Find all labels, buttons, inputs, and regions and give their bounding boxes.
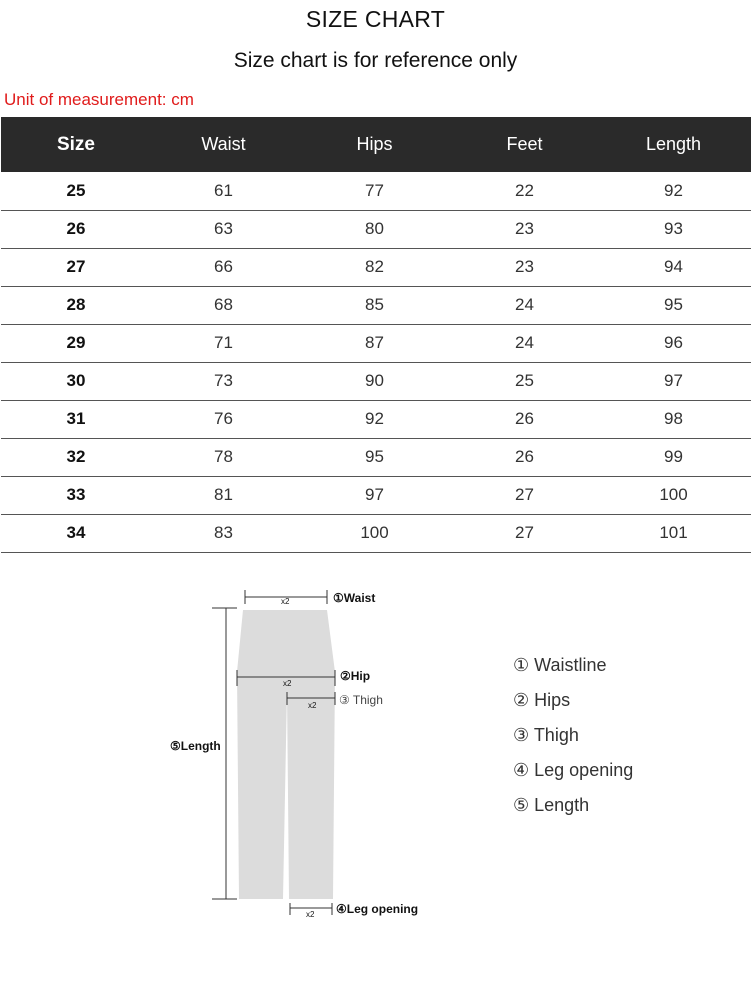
waist-label: ①Waist	[333, 591, 376, 605]
header-length: Length	[645, 134, 702, 154]
pants-shape	[237, 610, 335, 899]
hip-x2-label: x2	[283, 679, 292, 688]
size-cell: 34	[1, 514, 151, 552]
hips-cell: 100	[296, 514, 453, 552]
hips-cell: 95	[296, 438, 453, 476]
hips-cell: 92	[296, 400, 453, 438]
leg-opening-x2-label: x2	[306, 910, 315, 919]
waist-cell: 83	[151, 514, 296, 552]
length-cell: 96	[596, 324, 751, 362]
hips-cell: 82	[296, 248, 453, 286]
waist-cell: 81	[151, 476, 296, 514]
size-cell: 32	[1, 438, 151, 476]
length-label: ⑤Length	[170, 739, 221, 753]
size-cell: 31	[1, 400, 151, 438]
feet-cell: 23	[453, 210, 596, 248]
waist-cell: 76	[151, 400, 296, 438]
legend-item-thigh: ③ Thigh	[513, 725, 579, 745]
feet-cell: 27	[453, 476, 596, 514]
length-cell: 99	[596, 438, 751, 476]
waist-x2-label: x2	[281, 597, 290, 606]
waist-cell: 63	[151, 210, 296, 248]
size-cell: 25	[66, 180, 86, 200]
legend-item-leg-opening: ④ Leg opening	[513, 760, 634, 780]
hips-cell: 85	[296, 286, 453, 324]
size-cell: 27	[1, 248, 151, 286]
chart-title: SIZE CHART	[305, 6, 446, 32]
header-hips: Hips	[356, 134, 393, 154]
header-size: Size	[56, 133, 96, 155]
waist-cell: 73	[151, 362, 296, 400]
waist-cell: 71	[151, 324, 296, 362]
waist-cell: 61	[214, 180, 233, 200]
size-cell: 26	[1, 210, 151, 248]
feet-cell: 22	[515, 180, 534, 200]
measurement-legend	[513, 654, 633, 829]
hips-cell: 77	[365, 180, 384, 200]
hip-label: ②Hip	[340, 669, 371, 683]
feet-cell: 24	[453, 324, 596, 362]
feet-cell: 23	[453, 248, 596, 286]
feet-cell: 27	[453, 514, 596, 552]
length-cell: 101	[596, 514, 751, 552]
feet-cell: 26	[453, 438, 596, 476]
hips-cell: 97	[296, 476, 453, 514]
length-cell: 97	[596, 362, 751, 400]
leg-opening-label: ④Leg opening	[336, 902, 419, 916]
thigh-label: ③ Thigh	[339, 693, 383, 707]
length-cell: 92	[664, 180, 683, 200]
feet-cell: 26	[453, 400, 596, 438]
size-cell: 33	[1, 476, 151, 514]
length-cell: 95	[596, 286, 751, 324]
length-cell: 93	[596, 210, 751, 248]
length-cell: 98	[596, 400, 751, 438]
unit-note: Unit of measurement: cm	[4, 90, 194, 109]
waist-cell: 68	[151, 286, 296, 324]
length-cell: 100	[596, 476, 751, 514]
waist-cell: 78	[151, 438, 296, 476]
header-feet: Feet	[506, 134, 543, 154]
header-waist: Waist	[201, 134, 246, 154]
waist-cell: 66	[151, 248, 296, 286]
size-cell: 29	[1, 324, 151, 362]
hips-cell: 80	[296, 210, 453, 248]
chart-subtitle: Size chart is for reference only	[233, 49, 518, 72]
legend-item-length: ⑤ Length	[513, 795, 590, 815]
hips-cell: 87	[296, 324, 453, 362]
legend-item-waistline: ① Waistline	[513, 655, 607, 675]
feet-cell: 25	[453, 362, 596, 400]
legend-item-hips: ② Hips	[513, 690, 571, 710]
size-cell: 28	[1, 286, 151, 324]
thigh-x2-label: x2	[308, 701, 317, 710]
size-cell: 30	[1, 362, 151, 400]
feet-cell: 24	[453, 286, 596, 324]
length-cell: 94	[596, 248, 751, 286]
hips-cell: 90	[296, 362, 453, 400]
